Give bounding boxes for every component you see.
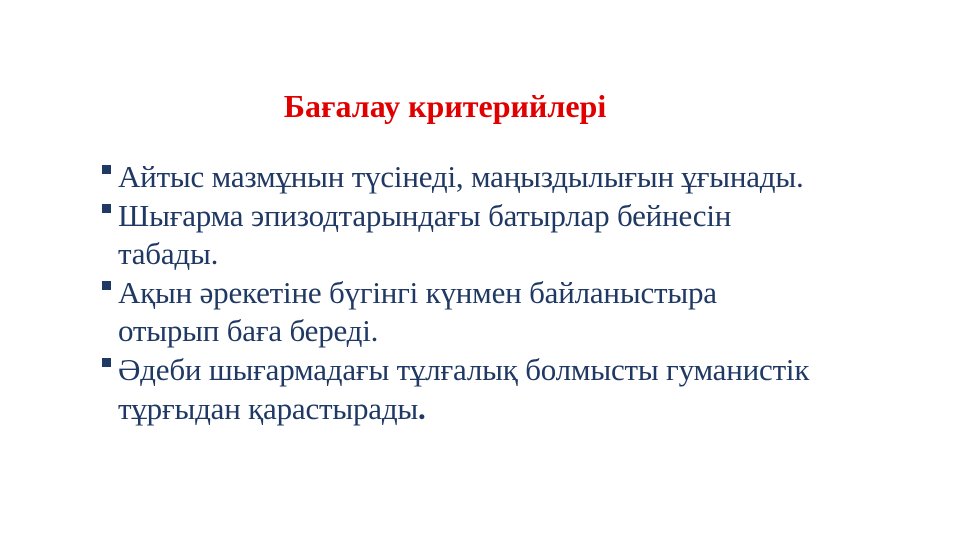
square-bullet-icon (102, 165, 111, 174)
bullet-line-text: Шығарма эпизодтарындағы батырлар бейнесін (118, 197, 732, 233)
continuation-line (100, 390, 890, 429)
square-bullet-icon (102, 281, 111, 290)
bullet-line-text: тұрғыдан қарастырады (118, 390, 419, 426)
bullet-line (100, 197, 890, 236)
bullet-line-text: табады. (118, 236, 219, 272)
square-bullet-icon (102, 358, 111, 367)
bullet-line-text: Әдеби шығармадағы тұлғалық болмысты гуманистік (118, 351, 810, 387)
bullet-line-text: Ақын әрекетіне бүгінгі күнмен байланыстыра (118, 274, 717, 310)
bullet-line (100, 274, 890, 313)
square-bullet-icon (102, 204, 111, 213)
bullet-line (100, 351, 890, 390)
bold-period: . (418, 390, 426, 426)
bullet-line (100, 158, 890, 197)
bullet-line-text: Айтыс мазмұнын түсінеді, маңыздылығын ұғынады. (118, 159, 804, 194)
slide-title: Бағалау критерийлері (283, 88, 607, 124)
bullet-line-text: отырып баға береді. (118, 313, 379, 349)
bullet-list (100, 158, 890, 428)
continuation-line (100, 235, 890, 274)
continuation-line (100, 312, 890, 351)
